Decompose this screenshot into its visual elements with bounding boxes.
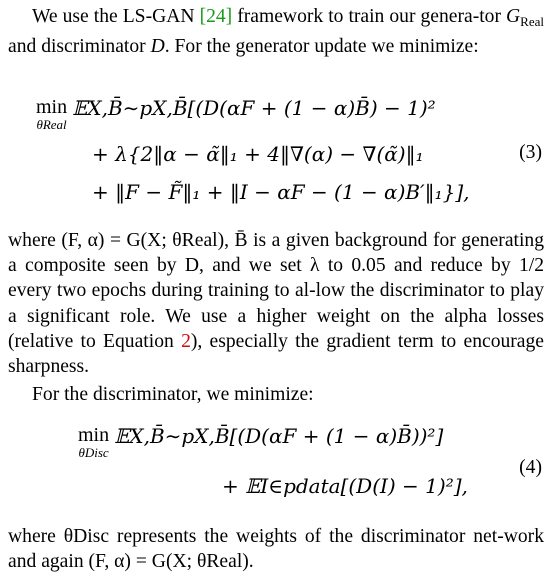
intro-text-start: We use the LS-GAN [32, 6, 200, 27]
eq4-line1-expression: 𝔼X,B̄∼pX,B̄[(D(αF + (1 − α)B̄))²] [114, 424, 444, 448]
eq3-number: (3) [519, 142, 542, 163]
intro-text-mid: framework to train our genera-tor [232, 6, 507, 27]
citation-link[interactable]: [24] [199, 6, 233, 27]
paragraph-intro [8, 4, 544, 59]
generator-symbol: G [506, 6, 521, 27]
eq3-line1-expression: 𝔼X,B̄∼pX,B̄[(D(αF + (1 − α)B̄) − 1)² [72, 96, 436, 120]
discriminator-symbol: D [150, 36, 165, 58]
eq4-line2-expression: + 𝔼I∈pdata[(D(I) − 1)²], [222, 474, 468, 498]
eq3-line2-expression: + λ{2‖α − α̃‖₁ + 4‖∇(α) − ∇(α̃)‖₁ [92, 142, 424, 166]
paragraph-disc-weights [8, 524, 544, 574]
discriminator-intro-text: For the discriminator, we minimize: [32, 384, 314, 405]
eq3-line3-expression: + ‖F − F̃‖₁ + ‖I − αF − (1 − α)B′‖₁}], [92, 180, 470, 204]
explanation-text-start: where (F, α) = G(X; θReal), B̄ is a given background for generating a composite seen by D, and we set λ to 0.05 and reduce by 1/2 every two epochs during training to al-low the discriminator to play a significant role. We use a higher weight on the alpha losses (relative to Equation [8, 230, 544, 352]
eq3-line1 [36, 96, 436, 131]
eq4-line1 [78, 424, 443, 459]
paragraph-discriminator [8, 382, 544, 407]
eq4-min-operator [78, 424, 109, 459]
eq4-min-subscript: θDisc [78, 445, 109, 460]
generator-subscript: Real [520, 14, 544, 29]
intro-text-mid2: and discriminator [8, 36, 151, 58]
eq4-number: (4) [519, 457, 542, 478]
intro-text-end: . For the generator update we minimize: [164, 36, 479, 58]
paragraph-explanation [8, 228, 544, 379]
equation-reference-link[interactable]: 2 [181, 330, 191, 352]
eq3-line2 [92, 142, 424, 167]
eq4-min-text: min [78, 424, 110, 446]
eq4-line2 [222, 474, 468, 499]
eq3-min-subscript: θReal [36, 117, 67, 132]
eq3-line3 [92, 180, 470, 205]
disc-weights-text: where θDisc represents the weights of the discriminator net-work and again (F, α) = G(X; θReal). [8, 526, 544, 573]
eq3-min-text: min [36, 96, 68, 118]
explanation-text-end: ), especially the gradient term to encourage sharpness. [8, 330, 544, 378]
eq3-min-operator [36, 96, 67, 131]
